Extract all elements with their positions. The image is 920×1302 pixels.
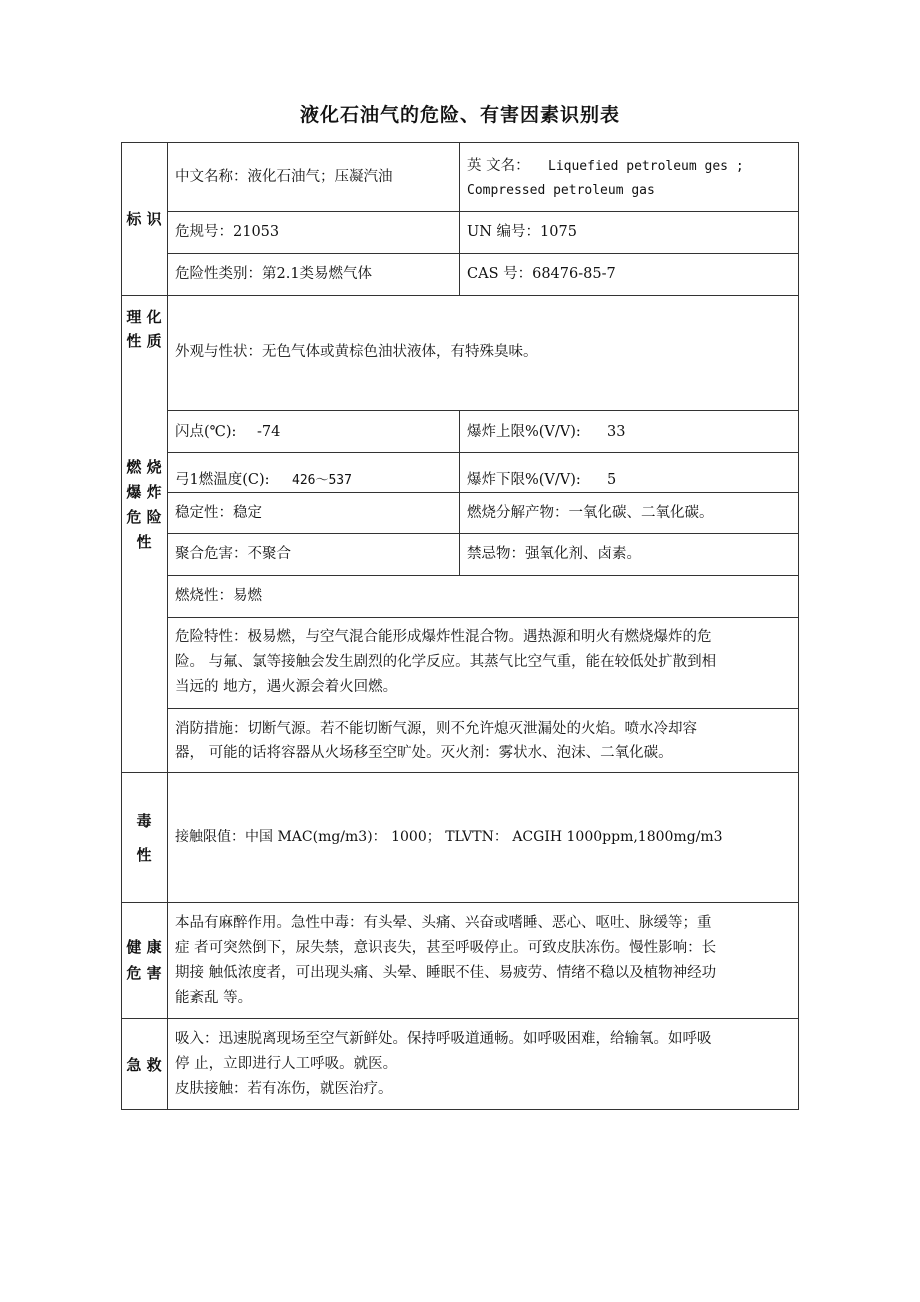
first-aid-line-1: 吸入：迅速脱离现场至空气新鲜处。保持呼吸道通畅。如呼吸困难，给输氧。如呼吸: [175, 1031, 712, 1047]
upper-limit-value: 33: [607, 424, 626, 440]
hazard-characteristics-2: 险。 与氟、氯等接触会发生剧烈的化学反应。其蒸气比空气重，能在较低处扩散到相: [175, 654, 717, 670]
label-fire-4: 性: [136, 533, 152, 551]
health-hazard-line-2: 症 者可突然倒下，尿失禁，意识丧失，甚至呼吸停止。可致皮肤冻伤。慢性影响：长: [175, 940, 717, 956]
decomposition-products: 燃烧分解产物：一氧化碳、二氧化碳。: [467, 505, 714, 521]
lower-limit-value: 5: [607, 472, 617, 488]
label-health-1: 健 康: [126, 938, 162, 956]
label-fire-3: 危 险: [126, 508, 162, 526]
label-health-2: 危 害: [126, 964, 162, 982]
ignition-temp-label: 弓1燃温度(C):: [175, 472, 270, 488]
label-toxicity-2: 性: [136, 846, 152, 864]
firefighting-2: 器， 可能的话将容器从火场移至空旷处。灭火剂：雾状水、泡沫、二氧化碳。: [175, 745, 673, 761]
incompatible-materials: 禁忌物：强氧化剂、卤素。: [467, 546, 641, 562]
health-hazard-line-1: 本品有麻醉作用。急性中毒：有头晕、头痛、兴奋或嗜睡、恶心、呕吐、脉缓等；重: [175, 915, 712, 931]
exposure-limit: 接触限值：中国 MAC(mg/m3)： 1000； TLVTN： ACGIH 1000ppm,1800mg/m3: [175, 829, 723, 845]
stability: 稳定性：稳定: [175, 505, 262, 521]
english-name-line-1: Liquefied petroleum ges ;: [548, 159, 744, 174]
label-fire-2: 爆 炸: [126, 483, 162, 501]
hazard-characteristics-1: 危险特性：极易燃，与空气混合能形成爆炸性混合物。遇热源和明火有燃烧爆炸的危: [175, 629, 712, 645]
hazard-number: 危规号：21053: [175, 224, 280, 240]
un-number: UN 编号：1075: [467, 224, 577, 240]
ignition-temp-value: 426～537: [292, 473, 352, 488]
firefighting-1: 消防措施：切断气源。若不能切断气源，则不允许熄灭泄漏处的火焰。喷水冷却容: [175, 721, 697, 737]
polymerization: 聚合危害：不聚合: [175, 546, 291, 562]
label-first-aid: 急 救: [126, 1056, 162, 1074]
first-aid-line-2: 停 止，立即进行人工呼吸。就医。: [175, 1056, 398, 1072]
flash-point-value: -74: [257, 424, 281, 440]
label-physical-2: 性 质: [126, 332, 162, 350]
first-aid-line-3: 皮肤接触：若有冻伤，就医治疗。: [175, 1081, 393, 1097]
upper-limit-label: 爆炸上限%(V/V):: [467, 424, 581, 440]
lower-limit-label: 爆炸下限%(V/V):: [467, 472, 581, 488]
hazard-characteristics-3: 当远的 地方，遇火源会着火回燃。: [175, 679, 398, 695]
label-physical-1: 理 化: [126, 308, 162, 326]
flash-point-label: 闪点(℃):: [175, 424, 237, 440]
flammability: 燃烧性：易燃: [175, 588, 262, 604]
health-hazard-line-3: 期接 触低浓度者，可出现头痛、头晕、睡眠不佳、易疲劳、情绪不稳以及植物神经功: [175, 965, 717, 981]
label-identification: 标 识: [126, 210, 162, 228]
appearance: 外观与性状：无色气体或黄棕色油状液体，有特殊臭味。: [175, 344, 538, 360]
label-toxicity-1: 毒: [136, 812, 152, 830]
english-name-label: 英 文名：: [467, 158, 530, 174]
cas-number: CAS 号：68476-85-7: [467, 266, 616, 282]
english-name-line-2: Compressed petroleum gas: [467, 183, 655, 198]
health-hazard-line-4: 能紊乱 等。: [175, 990, 253, 1006]
page-title: 液化石油气的危险、有害因素识别表: [299, 104, 620, 126]
hazard-class: 危险性类别：第2.1类易燃气体: [175, 266, 373, 282]
chinese-name: 中文名称：液化石油气；压凝汽油: [175, 169, 393, 185]
label-fire-1: 燃 烧: [126, 458, 162, 476]
